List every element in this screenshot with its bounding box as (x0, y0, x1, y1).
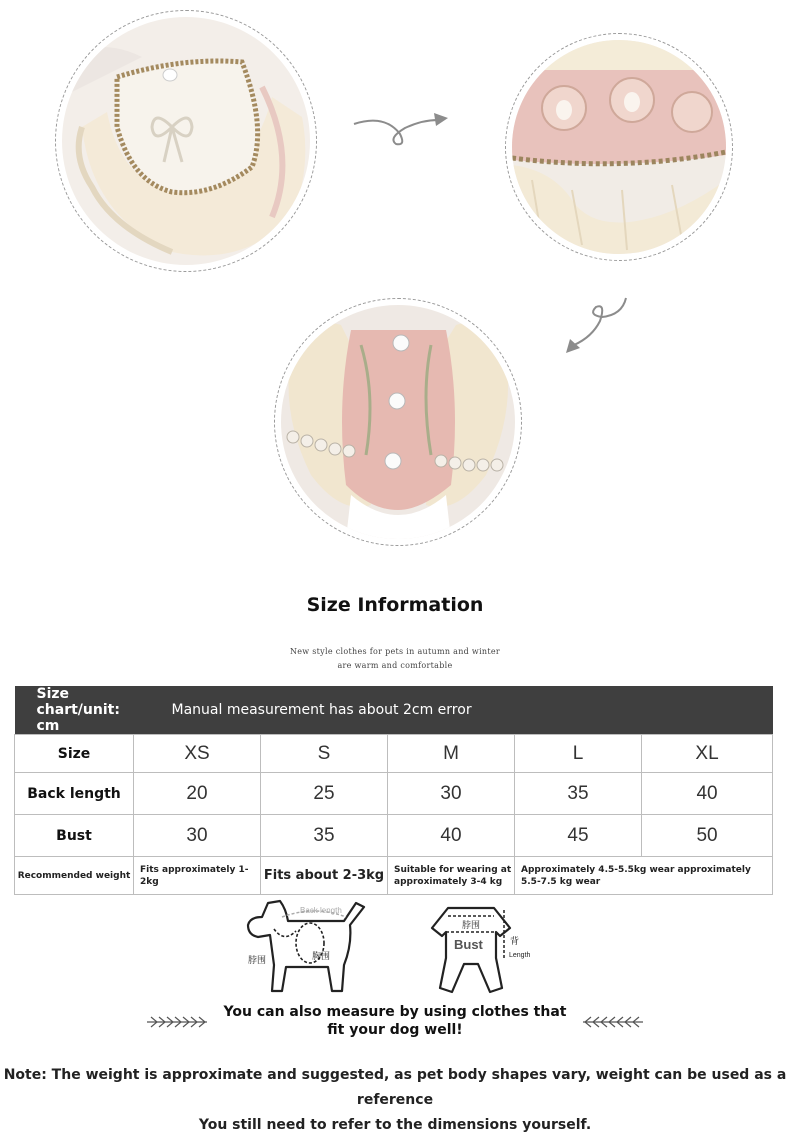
dog-chest-label: 胸围 (312, 952, 331, 962)
size-xl: XL (642, 735, 773, 773)
bust-xs: 30 (134, 815, 261, 857)
page-title: Size Information (306, 594, 484, 616)
weight-note-line-2: You still need to refer to the dimensions yourself. (198, 1117, 592, 1133)
decorative-arrow-left-icon (145, 1016, 209, 1028)
collar-illustration (62, 17, 310, 265)
weight-note-line-1: Note: The weight is approximate and suggested, as pet body shapes vary, weight can be used as a reference (3, 1067, 787, 1108)
dress-back-illustration (281, 305, 515, 539)
size-s: S (261, 735, 388, 773)
weight-xs: Fits approximately 1-2kg (134, 857, 261, 895)
product-photo-skirt (505, 33, 733, 261)
weight-s: Fits about 2-3kg (261, 857, 388, 895)
weight-note (0, 1063, 790, 1138)
size-xs: XS (134, 735, 261, 773)
skirt-illustration (512, 40, 726, 254)
row-label-bust: Bust (15, 815, 134, 857)
back-length-xs: 20 (134, 773, 261, 815)
subtitle-line-2: are warm and comfortable (337, 661, 453, 670)
size-m: M (388, 735, 515, 773)
dog-measure-diagram (240, 895, 375, 995)
table-row-size (15, 735, 773, 773)
weight-m: Suitable for wearing at approximately 3-4 kg (388, 857, 515, 895)
subtitle-line-1: New style clothes for pets in autumn and winter (289, 647, 501, 656)
bust-xl: 50 (642, 815, 773, 857)
bust-m: 40 (388, 815, 515, 857)
product-photo-collar (55, 10, 317, 272)
size-l: L (515, 735, 642, 773)
table-row-back-length (15, 773, 773, 815)
arrow-right-icon (350, 108, 450, 150)
measure-tip: You can also measure by using clothes that fit your dog well! (223, 1004, 567, 1038)
dog-back-length-label: Back length (300, 906, 342, 915)
bust-s: 35 (261, 815, 388, 857)
back-length-m: 30 (388, 773, 515, 815)
row-label-back-length: Back length (15, 773, 134, 815)
back-length-xl: 40 (642, 773, 773, 815)
bust-l: 45 (515, 815, 642, 857)
table-header-unit: Size chart/unit: cm (15, 686, 134, 735)
shirt-bust-label: Bust (454, 937, 483, 952)
decorative-arrow-right-icon (581, 1016, 645, 1028)
dog-neck-label: 脖围 (248, 956, 267, 966)
clothes-measure-diagram (428, 902, 540, 997)
back-length-s: 25 (261, 773, 388, 815)
shirt-length-label: Length (509, 952, 531, 959)
weight-l-xl: Approximately 4.5-5.5kg wear approximately 5.5-7.5 kg wear (515, 857, 773, 895)
size-chart-table (14, 686, 773, 895)
table-row-weight (15, 857, 773, 895)
table-header-note: Manual measurement has about 2cm error (134, 686, 773, 735)
shirt-neck-label: 脖围 (462, 921, 481, 931)
shirt-back-label: 背 (510, 937, 520, 947)
subtitle (0, 645, 790, 673)
back-length-l: 35 (515, 773, 642, 815)
table-row-bust (15, 815, 773, 857)
arrow-down-left-icon (560, 295, 635, 357)
table-header-row (15, 686, 773, 735)
row-label-weight: Recommended weight (15, 857, 134, 895)
row-label-size: Size (15, 735, 134, 773)
product-photo-dress-back (274, 298, 522, 546)
